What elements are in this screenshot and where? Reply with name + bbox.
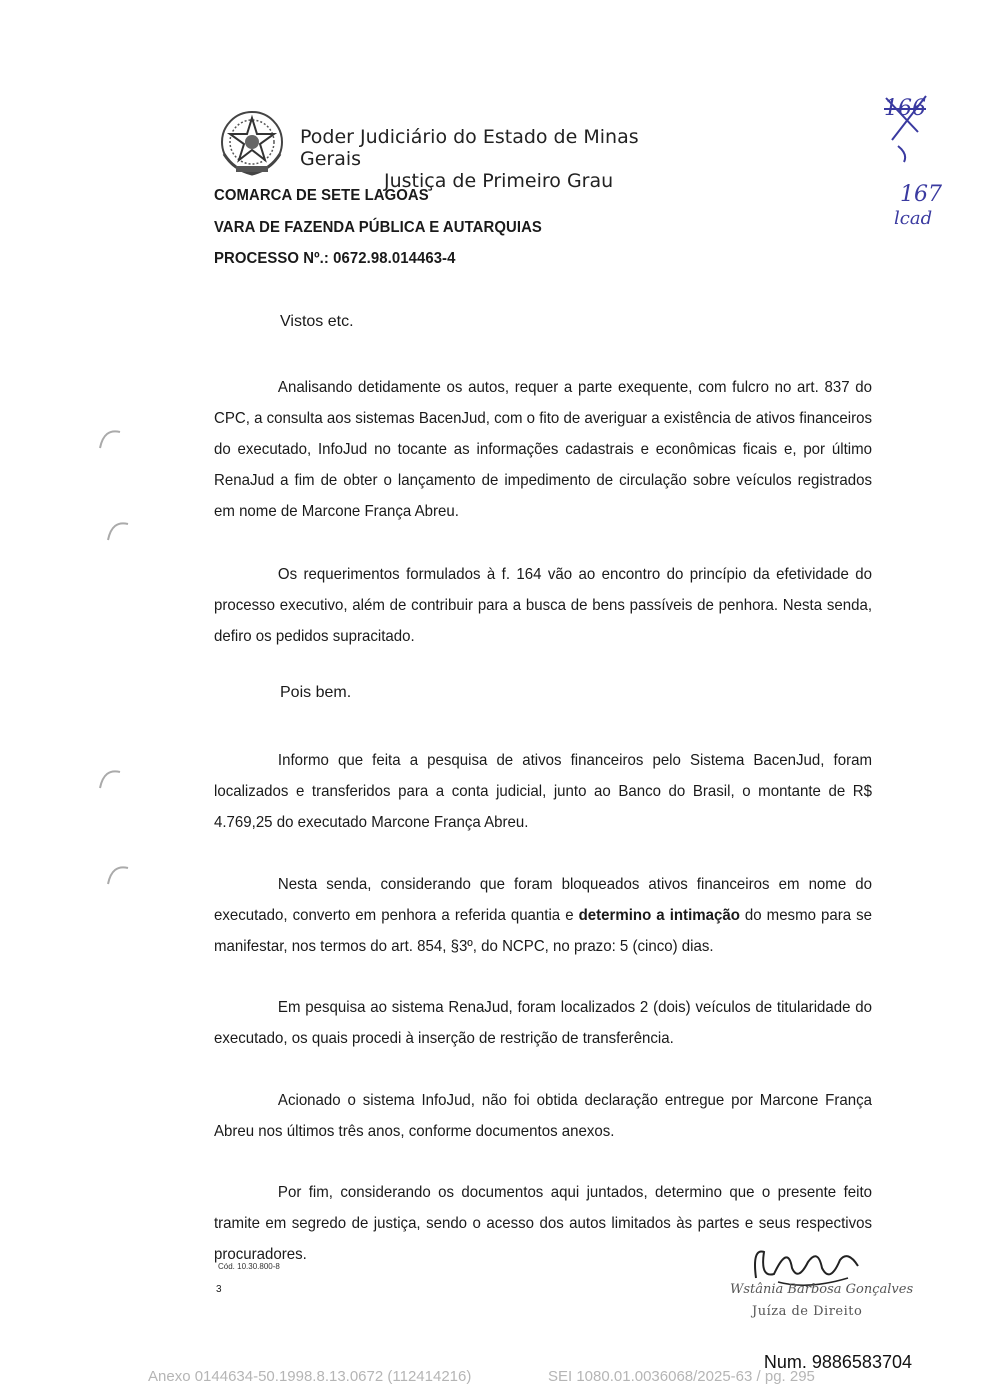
institution-name: Poder Judiciário do Estado de Minas Gerais xyxy=(300,126,639,170)
punch-hole-mark xyxy=(104,860,132,888)
coat-of-arms-seal xyxy=(214,104,290,180)
pois-bem-line: Pois bem. xyxy=(280,684,352,701)
form-code: Cód. 10.30.800-8 xyxy=(218,1262,280,1271)
paragraph-2: Os requerimentos formulados à f. 164 vão ao encontro do princípio da efetividade do processo executivo, além de contribuir para a busca de bens passíveis de penhora. Nesta senda, defiro os pedidos supracitado. xyxy=(214,566,872,645)
sei-reference: SEI 1080.01.0036068/2025-63 / pg. 295 xyxy=(548,1368,815,1385)
court-level: Justiça de Primeiro Grau xyxy=(384,170,614,192)
handwritten-strike-mark xyxy=(878,92,938,164)
paragraph-7: Por fim, considerando os documentos aqui juntados, determino que o presente feito tramite em segredo de justiça, sendo o acesso dos autos limitados às partes e seus respectivos procuradores. xyxy=(214,1184,872,1263)
punch-hole-mark xyxy=(96,764,124,792)
signer-role: Juíza de Direito xyxy=(752,1304,863,1319)
vistos-line: Vistos etc. xyxy=(280,313,354,330)
handwritten-rubric: lcad xyxy=(894,208,933,229)
vara-heading: VARA DE FAZENDA PÚBLICA E AUTARQUIAS xyxy=(214,219,542,236)
handwritten-folio: 167 xyxy=(900,182,942,207)
paragraph-5: Em pesquisa ao sistema RenaJud, foram localizados 2 (dois) veículos de titularidade do executado, os quais procedi à inserção de restrição de transferência. xyxy=(214,999,872,1047)
handwritten-folio-struck: 166 xyxy=(884,96,926,121)
process-number: PROCESSO Nº.: 0672.98.014463-4 xyxy=(214,250,456,267)
document-number: Num. 9886583704 xyxy=(763,1352,912,1372)
paragraph-6: Acionado o sistema InfoJud, não foi obtida declaração entregue por Marcone França Abreu nos últimos três anos, conforme documentos anexos. xyxy=(214,1092,872,1140)
comarca-heading: COMARCA DE SETE LAGOAS xyxy=(214,187,429,204)
page-marker: 3 xyxy=(216,1284,222,1295)
bold-determination: determino a intimação xyxy=(578,907,740,924)
punch-hole-mark xyxy=(96,424,124,452)
paragraph-1: Analisando detidamente os autos, requer a parte exequente, com fulcro no art. 837 do CPC, a consulta aos sistemas BacenJud, com o fito de averiguar a existência de ativos financeiros do executado, InfoJud no tocante as informações cadastrais e econômicas ficais e, por último RenaJud a fim de obter o lançamento de impedimento de circulação sobre veículos registrados em nome de Marcone França Abreu. xyxy=(214,379,872,520)
court-title xyxy=(300,126,700,192)
signer-name: Wstânia Barbosa Gonçalves xyxy=(730,1282,914,1297)
paragraph-3: Informo que feita a pesquisa de ativos financeiros pelo Sistema BacenJud, foram localizados e transferidos para a conta judicial, junto ao Banco do Brasil, o montante de R$ 4.769,25 do executado Marcone França Abreu. xyxy=(214,752,872,831)
punch-hole-mark xyxy=(104,516,132,544)
annex-reference: Anexo 0144634-50.1998.8.13.0672 (112414216) xyxy=(148,1368,472,1385)
paragraph-4: Nesta senda, considerando que foram bloqueados ativos financeiros em nome do executado, converto em penhora a referida quantia e determino a intimação do mesmo para se manifestar, nos termos do art. 854, §3º, do NCPC, no prazo: 5 (cinco) dias. xyxy=(214,876,872,955)
